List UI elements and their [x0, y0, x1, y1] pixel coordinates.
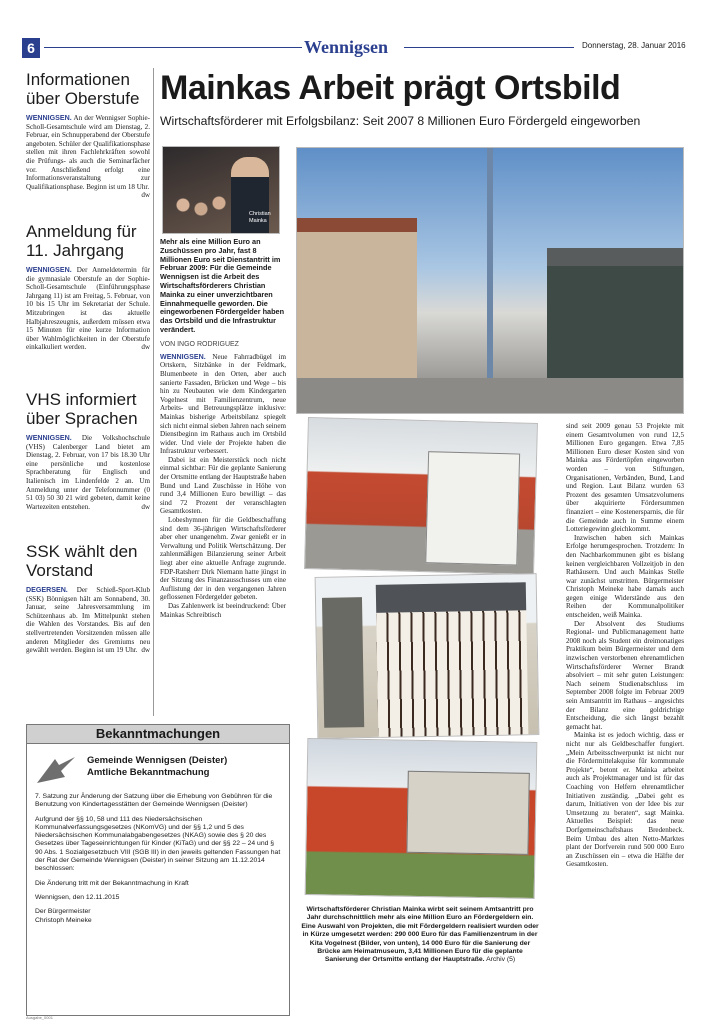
photo-caption-text: Wirtschaftsförderer Christian Mainka wirbt seit seinem Amtsantritt pro Jahr durchschnittlich mehr als eine Million Euro an Fördergeldern ein. Eine Auswahl von Projekten, die mit Fördergeldern realisiert wurden oder in Kürze umgesetzt werden: 290 000 Euro für das Familienzentrum in der Kita Vogelnest (Bilder, von unten), 14 000 Euro für die Sanierung der Brücke am Heimatmuseum, 3,41 Millionen Euro für die geplante Sanierung der Ortsmitte entlang der Hauptstraße.	[301, 906, 539, 964]
notice-footnote: Ausgabe_0001	[26, 1015, 53, 1020]
article-paragraph: Das Zahlenwerk ist beeindruckend: Über Mainkas Schreibtisch	[160, 601, 286, 619]
main-photo	[296, 147, 684, 414]
notice-signer-title: Der Bürgermeister	[35, 908, 91, 916]
photo-caption	[300, 906, 540, 965]
street	[297, 378, 683, 413]
article-paragraph: Der Absolvent des Studiums Regional- und Publicmanagement hatte 2008 noch als Student ein dreimonatiges Praktikum beim Bürgermeister und dem inzwischen verstorbenen ehrenamtlichen Wirtschaftsförderer Werner Brandt absolviert – mit sehr guten Leistungen: Nach seinem Studienabschluss im September 2008 folgte im Februar 2009 sein Amtsantritt im Rathaus – angesichts der Bilanz eine goldrichtige Entscheidung, die sich längst bezahlt gemacht hat.	[566, 619, 684, 731]
article-paragraph: Inzwischen haben sich Mainkas Erfolge herumgesprochen. Trotzdem: In den Nachbarkommunen gibt es bislang keinen vergleichbaren Vollzeitjob in den Rathäusern. Und auch Mainkas Stelle war zunächst umstritten. Bürgermeister Christoph Meineke habe damals auch gegen einige Widerstände aus den Reihen der Kommunalpolitiker entscheiden, weiß Mainka.	[566, 533, 684, 620]
article-headline: Mainkas Arbeit prägt Ortsbild	[160, 69, 621, 107]
story-title: Informationen über Oberstufe	[26, 70, 140, 108]
sidebar-story	[26, 70, 150, 222]
story-author: dw	[141, 191, 150, 200]
sidebar-story	[26, 222, 150, 390]
portrait-photo	[162, 146, 280, 234]
building-left	[297, 218, 417, 382]
story-title: VHS informiert über Sprachen	[26, 390, 138, 428]
story-kicker: DEGERSEN.	[26, 586, 68, 594]
notice-place-date: Wennigsen, den 12.11.2015	[35, 893, 120, 901]
sidebar	[26, 70, 150, 655]
notice-subtitle: Amtliche Bekanntmachung	[87, 767, 210, 778]
notice-body	[35, 793, 281, 925]
story-author: dw	[141, 502, 150, 511]
modern-building	[406, 771, 529, 855]
page-number: 6	[22, 38, 40, 58]
section-title: Wennigsen	[304, 37, 389, 57]
kita-photo	[304, 417, 538, 575]
article-column-1	[160, 238, 286, 619]
story-author: dw	[141, 343, 150, 352]
header-date: Donnerstag, 28. Januar 2016	[582, 41, 686, 50]
article-byline: VON INGO RODRIGUEZ	[160, 340, 239, 348]
story-body: Die Volkshochschule (VHS) Calenberger Land bietet am Dienstag, 2. Februar, von 17 bis 18.30 Uhr eine persönliche und kostenlose Sprachberatung für Englisch und Italienisch im Lindenfelde 2 an. Um Anmeldung unter der Telefonnummer (0 51 03) 50 30 21 wird gebeten, damit keine Wartezeiten entstehen.	[26, 434, 150, 511]
story-kicker: WENNIGSEN.	[26, 114, 72, 122]
notice-box	[26, 724, 290, 1016]
header-rule-right	[404, 47, 574, 48]
notice-org: Gemeinde Wennigsen (Deister)	[87, 755, 228, 766]
story-kicker: WENNIGSEN.	[26, 434, 72, 442]
center-photo	[305, 738, 538, 899]
notice-signer-name: Christoph Meineke	[35, 916, 92, 924]
timber-house	[376, 582, 529, 739]
photo-credit: Archiv (5)	[486, 956, 516, 964]
article-paragraph: sind seit 2009 genau 53 Projekte mit einem Gesamtvolumen von rund 12,5 Millionen Euro gegangen. Etwa 7,85 Millionen Euro dieser Kosten sind von Mainka aus Fördertöpfen eingeworben worden – von Stiftungen, Organisationen, Verbänden, Bund, Land und Region. Laut Bilanz wurden 63 Prozent des gesamten Umsatzvolumens über akquirierte Fördersummen finanziert – eine Kostenersparnis, die für die Gemeinde auch in Summe einem Lotteriegewinn gleichkommt.	[566, 422, 684, 534]
story-body: Der Anmeldetermin für die gymnasiale Oberstufe an der Sophie-Scholl-Gesamtschule (Einführungsphase Jahrgang 11) ist am Freitag, 5. Februar, von 10 bis 15 Uhr im Sekretariat der Schule. Mitzubringen ist das aktuelle Halbjahreszeugnis, außerdem müssen etwa 15 Minuten für eine kurze Information über Wahlmöglichkeiten in der Oberstufe einkalkuliert werden.	[26, 266, 150, 352]
story-body: An der Wennigser Sophie-Scholl-Gesamtschule wird am Dienstag, 2. Februar, ein Schnupperabend der Oberstufe angeboten. Schüler der Qualifikationsphase stellen mit ihren Fachlehrkräften sowohl die Prüfungs- als auch die Seminarfächer vor. Anschließend erfolgt eine Informationsveranstaltung zur Qualifikationsphase. Beginn ist um 18 Uhr.	[26, 114, 150, 191]
audience-shape	[171, 193, 231, 233]
article-kicker: WENNIGSEN.	[160, 352, 206, 361]
sidebar-story	[26, 390, 150, 542]
kita-entrance	[425, 451, 520, 565]
article-paragraph: Lobeshymnen für die Geldbeschaffung sind dem 36-jährigen Wirtschaftsförderer aber eher unangenehm. Zwar genießt er in Verwaltung und Politik Wertschätzung. Der zahlenmäßigen Bilanzierung seiner Arbeit liegt aber eine aktuelle Anfrage zugrunde. FDP-Ratsherr Dirk Niemann hatte jüngst in der Sitzung des Finanzausschusses um eine Auflistung der in den vergangenen Jahren geflossenen Fördergelder gebeten.	[160, 516, 286, 602]
notice-legal-text: Aufgrund der §§ 10, 58 und 111 des Niedersächsischen Kommunalverfassungsgesetzes (NKomVG) und der §§ 1,2 und 5 des Niedersächsischen Kommunalabgabengesetzes (NKAG) sowie des § 20 des Gesetzes über Tageseinrichtungen für Kinder (KiTaG) und der §§ 22 – 24 und § 90 Abs. 1 Sozialgesetzbuch VIII (SGB III) in den jeweils geltenden Fassungen hat der Rat der Gemeinde Wennigsen (Deister) in seiner Sitzung am 11.12.2014 beschlossen:	[35, 815, 281, 873]
notice-header: Bekanntmachungen	[27, 725, 289, 744]
story-title: SSK wählt den Vorstand	[26, 542, 138, 580]
story-author: dw	[141, 646, 150, 655]
column-divider	[153, 68, 154, 716]
portrait-caption: Christian Mainka	[249, 211, 271, 224]
coat-of-arms-icon	[35, 755, 77, 787]
article-column-2	[566, 422, 684, 869]
article-paragraph: Mainka ist es jedoch wichtig, dass er nicht nur als Geldbeschaffer fungiert. „Mein Arbeitsschwerpunkt ist nicht nur die Fördermittelakquise für kommunale Projekte“, betont er. Mainka arbeitet auch als Projektmanager und ist für das Coaching von Helfern ehrenamtlicher Initiativen zuständig. „Dabei geht es darum, Initiativen von der Idee bis zur Umsetzung zu beraten“, sagt Mainka. Aktuelles Beispiel: das neue Dorfgemeinschaftshaus Bredenbeck. Beim Umbau des alten Netto-Marktes plant der Dorfverein rund 500 000 Euro an Zuschüssen ein – etwa die Hälfte der Gesamtkosten.	[566, 731, 684, 869]
notice-change-text: Die Änderung tritt mit der Bekanntmachung in Kraft	[35, 879, 189, 887]
header-rule-left	[44, 47, 302, 48]
museum-photo	[315, 573, 540, 739]
article-subheadline: Wirtschaftsförderer mit Erfolgsbilanz: Seit 2007 8 Millionen Euro Fördergeld eingeworben	[160, 114, 641, 128]
story-title: Anmeldung für 11. Jahrgang	[26, 222, 137, 260]
article-paragraph: Dabei ist ein Meisterstück noch nicht einmal sichtbar: Für die geplante Sanierung der Ortsmitte entlang der Hauptstraße haben Bund und Land Zuschüsse in Höhe von rund 3,4 Millionen Euro bewilligt – das sind 72 Prozent der veranschlagten Gesamtkosten.	[160, 455, 286, 516]
story-body: Der Schieß-Sport-Klub (SSK) Bönnigsen hält am Sonnabend, 30. Januar, seine Jahresversammlung im Schützenhaus ab. Im Mittelpunkt stehen die Wahlen des Vorstandes. Bis auf den stellvertretenden Vorsitzenden müssen alle anderen Mitglieder des Gremiums neu gewählt werden. Beginn ist um 19 Uhr.	[26, 586, 150, 655]
story-kicker: WENNIGSEN.	[26, 266, 72, 274]
sidebar-story	[26, 542, 150, 655]
article-paragraph: Neue Fahrradbügel im Ortskern, Sitzbänke in der Feldmark, Blumenbeete in den Orten, aber auch sanierte Fassaden, Brücken und Wege – bis hin zu Neubauten wie dem Kindergarten Vogelnest mit Familienzentrum, neue Arbeits- und Betreuungsplätze inklusive: Mainkas bisherige Arbeitsbilanz spiegelt sich nicht einmal sieben Jahren nach seinem Dienstbeginn im Rathaus auch im Ortsbild wider. Und viele der Projekte haben die Infrastruktur verbessert.	[160, 352, 286, 456]
notice-item-title: 7. Satzung zur Änderung der Satzung über die Erhebung von Gebühren für die Benutzung von Kindertagesstätten der Gemeinde Wennigsen (Deister)	[35, 793, 273, 809]
sculpture-pole	[487, 148, 493, 408]
article-teaser: Mehr als eine Million Euro an Zuschüssen pro Jahr, fast 8 Millionen Euro seit Dienstantritt im Februar 2009: Für die Gemeinde Wennigsen ist die Arbeit des Wirtschaftsförderers Christian Mainka zu einer unverzichtbaren Einnahmequelle geworden. Die eingeworbenen Fördergelder haben das Ortsbild und die Infrastruktur verändert.	[160, 237, 285, 334]
tree-shape	[322, 597, 364, 728]
